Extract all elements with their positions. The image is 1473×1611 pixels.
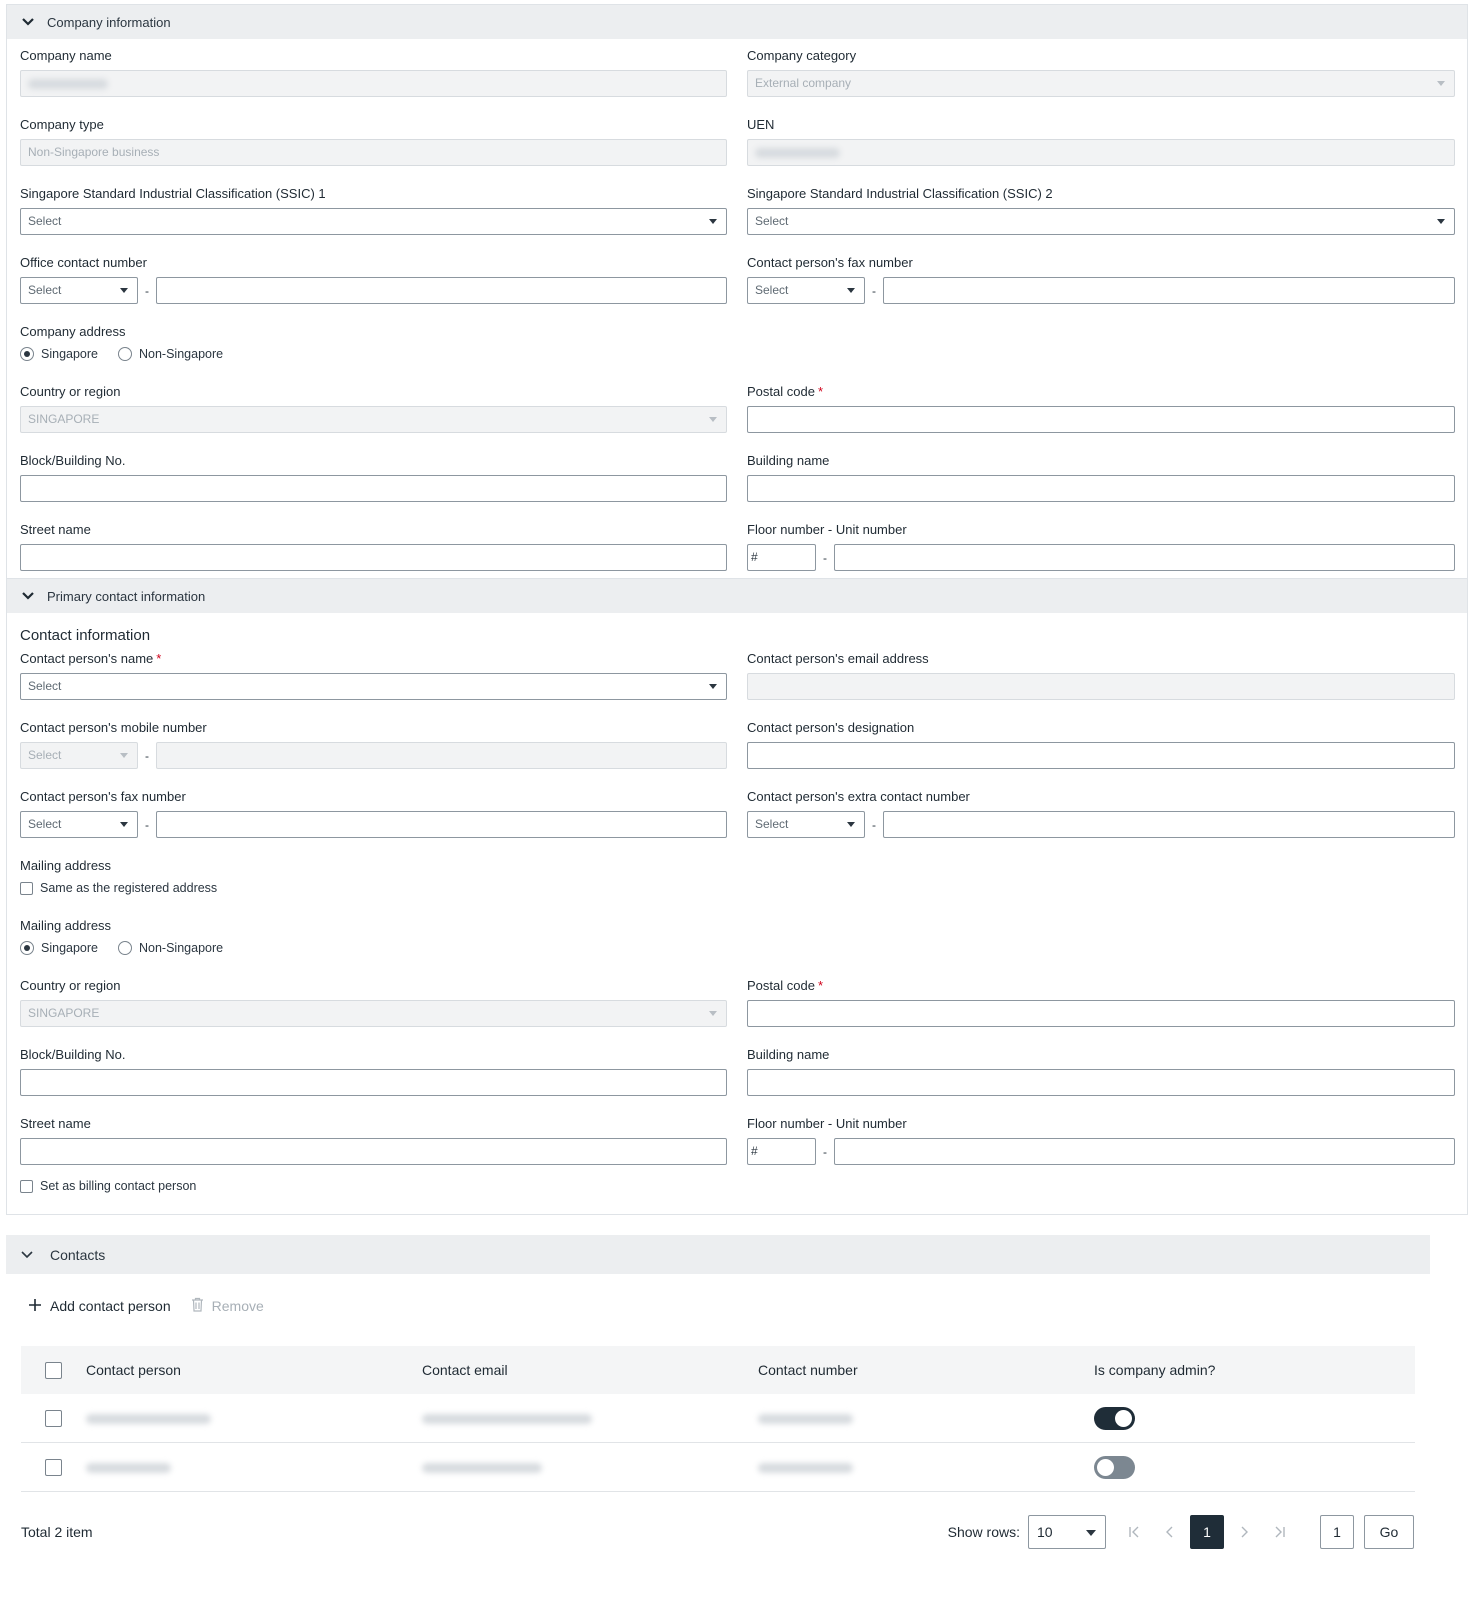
floor-unit-label: Floor number - Unit number (747, 1116, 907, 1131)
floor-unit-label: Floor number - Unit number (747, 522, 907, 537)
row-checkbox[interactable] (45, 1410, 62, 1427)
billing-contact-checkbox[interactable] (20, 1180, 33, 1193)
contact-email-field (747, 642, 1455, 700)
ssic2-label: Singapore Standard Industrial Classification (SSIC) 2 (747, 186, 1053, 201)
billing-contact-row (7, 1175, 1467, 1197)
form-row (7, 444, 1467, 513)
building-field (747, 444, 1455, 502)
street-field (20, 513, 727, 571)
contact-fax-label: Contact person's fax number (20, 789, 186, 804)
same-address-checkbox[interactable] (20, 882, 33, 895)
postal-input[interactable] (747, 406, 1455, 433)
mailing-country-field (20, 969, 727, 1027)
add-contact-button[interactable] (28, 1298, 171, 1315)
chevron-down-icon (21, 15, 35, 29)
designation-field (747, 711, 1455, 769)
mobile-code-select (20, 742, 138, 769)
contacts-table (21, 1346, 1415, 1492)
contact-email-label: Contact person's email address (747, 651, 929, 666)
contact-fax-code-select[interactable] (20, 811, 138, 838)
dash-separator: - (823, 550, 827, 565)
toggle-knob (1097, 1459, 1114, 1476)
form-row (7, 780, 1467, 849)
company-category-label: Company category (747, 48, 857, 63)
show-rows-label: Show rows: (947, 1524, 1020, 1540)
pagination (6, 1515, 1430, 1551)
block-label: Block/Building No. (20, 453, 126, 468)
mailing-label: Mailing address (20, 858, 112, 873)
next-page-icon[interactable] (1226, 1515, 1262, 1549)
country-value: SINGAPORE (28, 1006, 100, 1020)
column-header[interactable]: Contact email (422, 1362, 508, 1378)
company-category-field (747, 39, 1455, 97)
redacted-contact-person (86, 1414, 211, 1424)
contact-name-field (20, 642, 727, 700)
building-label: Building name (747, 453, 830, 468)
company-type-value: Non-Singapore business (28, 145, 160, 159)
redacted-contact-email (422, 1414, 592, 1424)
building-input[interactable] (747, 475, 1455, 502)
contact-mobile-field (20, 711, 727, 769)
dash-separator: - (145, 283, 149, 298)
extra-contact-field (747, 780, 1455, 838)
designation-label: Contact person's designation (747, 720, 915, 735)
postal-field (747, 375, 1455, 433)
select-all-checkbox[interactable] (45, 1362, 62, 1379)
ssic1-select[interactable] (20, 208, 727, 235)
rows-per-page-value: 10 (1037, 1524, 1053, 1540)
form-row (7, 177, 1467, 246)
street-label: Street name (20, 522, 91, 537)
dash-separator: - (872, 283, 876, 298)
mailing-floor-input[interactable] (747, 1138, 816, 1165)
form-row (7, 849, 1467, 909)
remove-label: Remove (211, 1298, 264, 1314)
mailing-address-field (20, 909, 727, 959)
table-header (21, 1346, 1415, 1394)
company-type-field (20, 108, 727, 166)
form-row (7, 513, 1467, 582)
mailing-block-field (20, 1038, 727, 1096)
company-type-input (20, 139, 727, 166)
fax-field (747, 246, 1455, 304)
first-page-icon[interactable] (1116, 1515, 1152, 1549)
caret-down-icon (847, 822, 855, 827)
floor-prefix: # (751, 1144, 758, 1158)
mailing-block-input[interactable] (20, 1069, 727, 1096)
caret-down-icon (709, 1011, 717, 1016)
caret-down-icon (120, 288, 128, 293)
prev-page-icon[interactable] (1152, 1515, 1188, 1549)
mailing-label-2: Mailing address (20, 918, 112, 933)
redacted-contact-number (758, 1463, 853, 1473)
mailing-postal-field (747, 969, 1455, 1027)
contact-mobile-label: Contact person's mobile number (20, 720, 207, 735)
form-row (7, 39, 1467, 108)
section-title: Contacts (50, 1246, 106, 1263)
remove-button[interactable] (191, 1297, 264, 1315)
extra-contact-label: Contact person's extra contact number (747, 789, 970, 804)
form-row (7, 711, 1467, 780)
chevron-down-icon (20, 1248, 34, 1262)
mailing-country-select (20, 1000, 727, 1027)
dash-separator: - (823, 1144, 827, 1159)
redacted-contact-number (758, 1414, 853, 1424)
contact-fax-number-input[interactable] (156, 811, 727, 838)
unit-input[interactable] (834, 544, 1455, 571)
extra-code-select[interactable] (747, 811, 865, 838)
caret-down-icon (120, 822, 128, 827)
code-value: Select (755, 283, 789, 297)
caret-down-icon (1437, 219, 1445, 224)
company-category-value: External company (755, 76, 852, 90)
block-label: Block/Building No. (20, 1047, 126, 1062)
mailing-building-input[interactable] (747, 1069, 1455, 1096)
primary-contact-panel (6, 579, 1468, 1215)
rows-per-page-select[interactable] (1028, 1515, 1106, 1549)
company-name-input (20, 70, 727, 97)
contact-information-subheader: Contact information (20, 627, 151, 644)
caret-down-icon (120, 753, 128, 758)
code-value: Select (28, 817, 62, 831)
contact-name-label: Contact person's name * (20, 651, 162, 666)
trash-icon (191, 1297, 204, 1315)
company-information-panel (6, 4, 1468, 579)
company-type-label: Company type (20, 117, 104, 132)
radio-singapore-label: Singapore (41, 941, 98, 955)
street-input[interactable] (20, 544, 727, 571)
office-contact-field (20, 246, 727, 304)
mailing-unit-input[interactable] (834, 1138, 1455, 1165)
country-label: Country or region (20, 978, 121, 993)
form-row (7, 1107, 1467, 1176)
code-value: Select (28, 748, 62, 762)
office-contact-code-select[interactable] (20, 277, 138, 304)
uen-field (747, 108, 1455, 166)
redacted-value (755, 148, 840, 158)
primary-contact-header[interactable] (7, 579, 1467, 613)
mobile-number-input (156, 742, 727, 769)
contact-name-value: Select (28, 679, 62, 693)
postal-label: Postal code * (747, 384, 823, 399)
form-row (7, 108, 1467, 177)
contacts-header[interactable] (6, 1235, 1430, 1274)
office-contact-label: Office contact number (20, 255, 147, 270)
form-row (7, 246, 1467, 315)
chevron-down-icon (21, 589, 35, 603)
toggle-knob (1115, 1410, 1132, 1427)
table-row[interactable] (21, 1394, 1415, 1443)
admin-toggle[interactable] (1094, 1456, 1135, 1479)
form-row (7, 969, 1467, 1038)
ssic1-label: Singapore Standard Industrial Classification (SSIC) 1 (20, 186, 326, 201)
block-field (20, 444, 727, 502)
add-contact-label: Add contact person (50, 1298, 171, 1314)
section-title: Primary contact information (47, 588, 206, 604)
column-header[interactable]: Is company admin? (1094, 1362, 1216, 1378)
plus-icon (28, 1298, 42, 1315)
go-button[interactable]: Go (1364, 1515, 1414, 1549)
ssic2-field (747, 177, 1455, 235)
company-address-label: Company address (20, 324, 126, 339)
total-items: Total 2 item (21, 1524, 93, 1540)
form-row (7, 315, 1467, 375)
radio-non-singapore[interactable] (118, 941, 132, 955)
last-page-icon[interactable] (1262, 1515, 1298, 1549)
uen-label: UEN (747, 117, 775, 132)
caret-down-icon (709, 417, 717, 422)
mailing-postal-input[interactable] (747, 1000, 1455, 1027)
section-title: Company information (47, 14, 171, 30)
dash-separator: - (145, 817, 149, 832)
dash-separator: - (145, 748, 149, 763)
uen-input (747, 139, 1455, 166)
fax-code-select[interactable] (747, 277, 865, 304)
company-address-field (20, 315, 727, 365)
caret-down-icon (1086, 1530, 1096, 1536)
company-category-select (747, 70, 1455, 97)
form-row (7, 1038, 1467, 1107)
table-row[interactable] (21, 1443, 1415, 1492)
redacted-value (28, 79, 108, 89)
caret-down-icon (709, 684, 717, 689)
ssic1-value: Select (28, 214, 62, 228)
contact-email-input (747, 673, 1455, 700)
mailing-floor-unit-field (747, 1107, 1455, 1165)
fax-number-input[interactable] (883, 277, 1455, 304)
country-field (20, 375, 727, 433)
radio-non-singapore-label: Non-Singapore (139, 347, 224, 361)
radio-non-singapore[interactable] (118, 347, 132, 361)
form-row (7, 642, 1467, 711)
mailing-street-field (20, 1107, 727, 1165)
caret-down-icon (847, 288, 855, 293)
caret-down-icon (709, 219, 717, 224)
redacted-contact-email (422, 1463, 542, 1473)
ssic2-value: Select (755, 214, 789, 228)
postal-label: Postal code * (747, 978, 823, 993)
extra-number-input[interactable] (883, 811, 1455, 838)
building-label: Building name (747, 1047, 830, 1062)
company-information-header[interactable] (7, 5, 1467, 39)
radio-singapore[interactable] (20, 347, 34, 361)
form-row (7, 909, 1467, 969)
floor-prefix: # (751, 550, 758, 564)
country-value: SINGAPORE (28, 412, 100, 426)
country-select (20, 406, 727, 433)
code-value: Select (28, 283, 62, 297)
contact-fax-field (20, 780, 727, 838)
dash-separator: - (872, 817, 876, 832)
contacts-panel (6, 1235, 1430, 1540)
column-header[interactable]: Contact person (86, 1362, 181, 1378)
company-name-field (20, 39, 727, 97)
country-label: Country or region (20, 384, 121, 399)
radio-non-singapore-label: Non-Singapore (139, 941, 224, 955)
current-page-button[interactable]: 1 (1190, 1515, 1224, 1549)
admin-toggle[interactable] (1094, 1407, 1135, 1430)
street-label: Street name (20, 1116, 91, 1131)
radio-singapore[interactable] (20, 941, 34, 955)
redacted-contact-person (86, 1463, 171, 1473)
block-input[interactable] (20, 475, 727, 502)
code-value: Select (755, 817, 789, 831)
ssic1-field (20, 177, 727, 235)
floor-unit-field (747, 513, 1455, 571)
mailing-building-field (747, 1038, 1455, 1096)
mailing-same-field (20, 849, 727, 899)
same-address-label: Same as the registered address (40, 881, 218, 895)
company-name-label: Company name (20, 48, 112, 63)
billing-contact-label: Set as billing contact person (40, 1179, 197, 1193)
caret-down-icon (1437, 81, 1445, 86)
ssic2-select[interactable] (747, 208, 1455, 235)
contact-name-select[interactable] (20, 673, 727, 700)
office-contact-number-input[interactable] (156, 277, 727, 304)
radio-singapore-label: Singapore (41, 347, 98, 361)
page-number-input[interactable]: 1 (1320, 1515, 1354, 1549)
column-header[interactable]: Contact number (758, 1362, 858, 1378)
floor-input[interactable] (747, 544, 816, 571)
mailing-street-input[interactable] (20, 1138, 727, 1165)
row-checkbox[interactable] (45, 1459, 62, 1476)
contacts-toolbar (6, 1274, 1430, 1338)
designation-input[interactable] (747, 742, 1455, 769)
fax-label: Contact person's fax number (747, 255, 913, 270)
form-row (7, 375, 1467, 444)
